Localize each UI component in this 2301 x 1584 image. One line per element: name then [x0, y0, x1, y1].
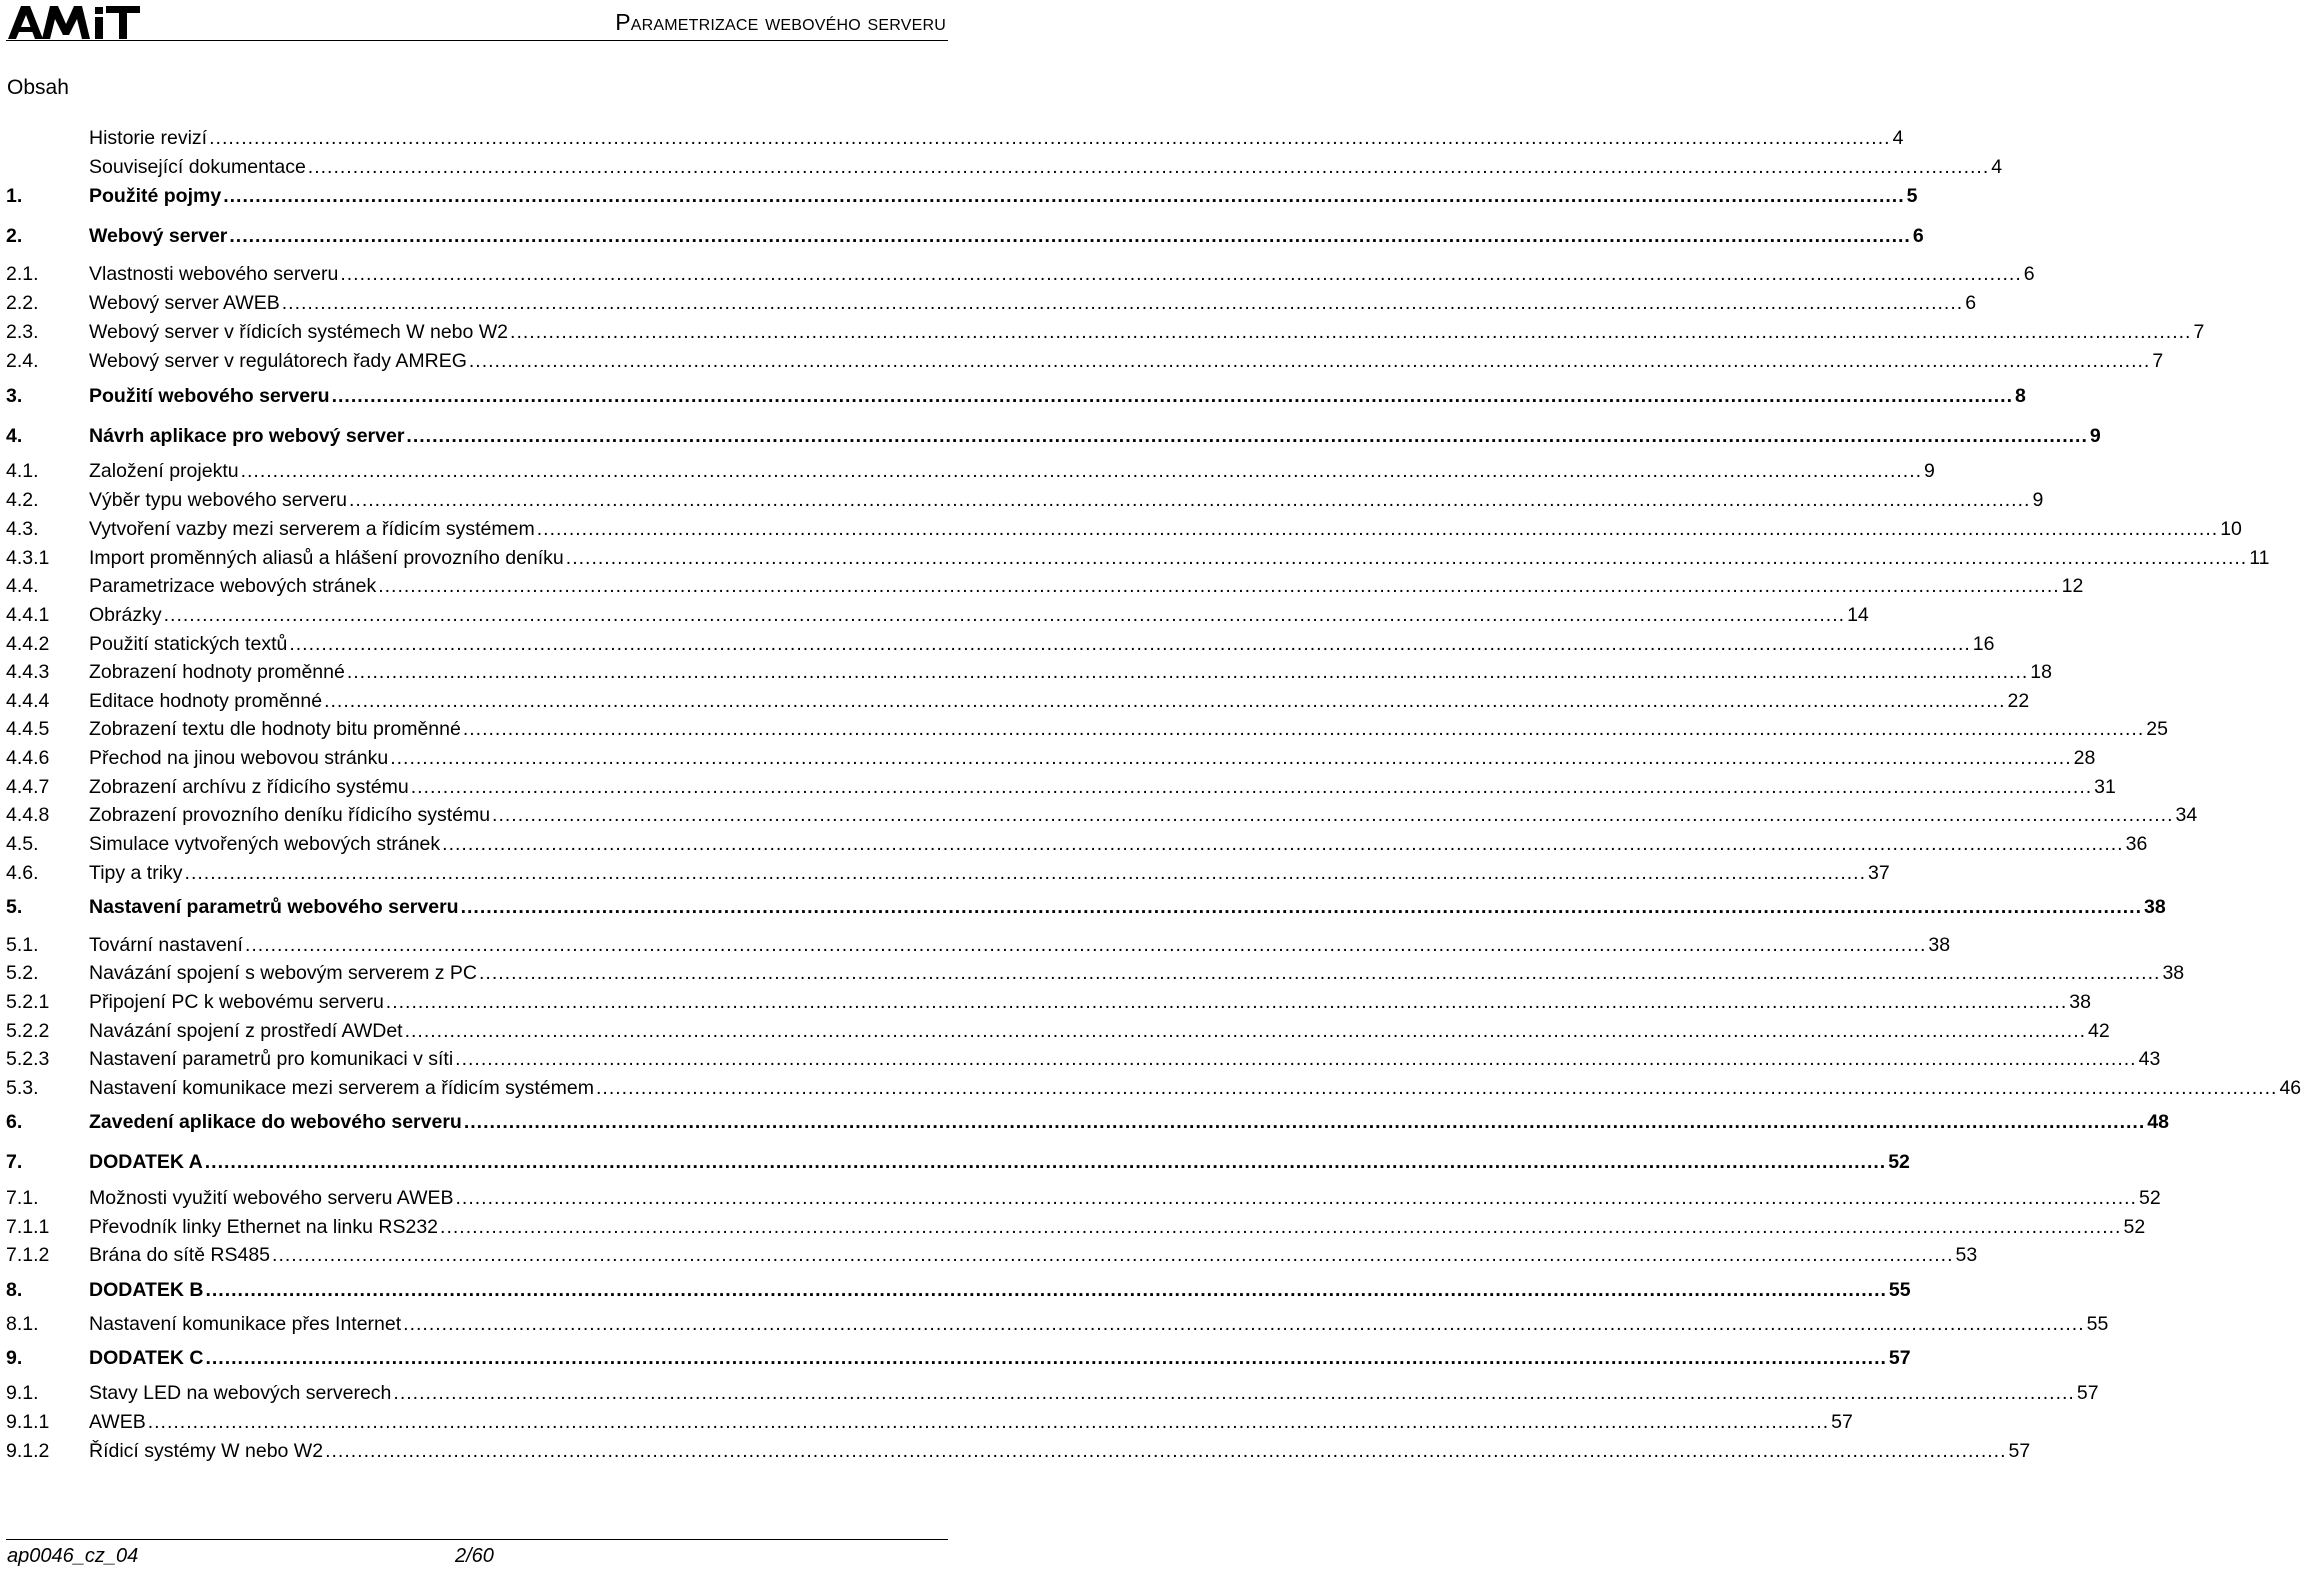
toc-entry-title: Použité pojmy — [89, 185, 222, 207]
toc-entry-title: Historie revizí — [89, 127, 208, 149]
toc-entry[interactable] — [6, 318, 2205, 346]
toc-entry-title: Převodník linky Ethernet na linku RS232 — [89, 1216, 439, 1238]
toc-dot-leader — [440, 1213, 2121, 1241]
toc-entry[interactable] — [6, 1408, 1853, 1436]
toc-entry[interactable] — [6, 260, 2035, 288]
toc-entry-page: 43 — [2138, 1048, 2161, 1070]
toc-entry-number: 8.1. — [6, 1313, 39, 1335]
toc-entry-number: 5.2. — [6, 962, 39, 984]
toc-entry-page: 38 — [2069, 991, 2091, 1013]
toc-entry[interactable] — [6, 630, 1995, 658]
toc-entry-title: Výběr typu webového serveru — [89, 489, 347, 511]
toc-entry-title: Webový server — [89, 225, 228, 247]
toc-dot-leader — [596, 1074, 2277, 1102]
toc-dot-leader — [455, 1045, 2136, 1073]
toc-entry-title: Nastavení komunikace přes Internet — [89, 1313, 402, 1335]
toc-entry-title: DODATEK C — [89, 1347, 204, 1369]
toc-dot-leader — [209, 124, 1890, 152]
toc-entry[interactable] — [6, 1310, 2109, 1338]
toc-entry-page: 38 — [2144, 896, 2166, 918]
toc-entry[interactable] — [6, 988, 2091, 1016]
toc-dot-leader — [332, 382, 2013, 410]
toc-entry[interactable] — [6, 572, 2084, 600]
toc-entry-title: Zavedení aplikace do webového serveru — [89, 1111, 462, 1133]
toc-entry[interactable] — [6, 515, 2242, 543]
toc-entry[interactable] — [6, 153, 2003, 181]
toc-dot-leader — [272, 1241, 1953, 1269]
toc-entry[interactable] — [6, 182, 1918, 210]
header-divider — [6, 40, 948, 41]
toc-entry-number: 9.1. — [6, 1382, 39, 1404]
toc-entry-number: 4.4.1 — [6, 604, 50, 626]
toc-entry-title: DODATEK B — [89, 1279, 204, 1301]
toc-entry-page: 48 — [2147, 1111, 2169, 1133]
toc-entry-title: Zobrazení provozního deníku řídicího systému — [89, 804, 491, 826]
toc-entry-title: AWEB — [89, 1411, 146, 1433]
toc-entry-page: 11 — [2249, 547, 2270, 569]
toc-entry[interactable] — [6, 1045, 2161, 1073]
toc-entry[interactable] — [6, 382, 2026, 410]
toc-entry-number: 9. — [6, 1347, 23, 1369]
toc-dot-leader — [406, 422, 2087, 450]
toc-entry-page: 8 — [2015, 385, 2026, 407]
toc-entry-number: 5.3. — [6, 1077, 39, 1099]
toc-entry-page: 6 — [2023, 263, 2035, 285]
toc-entry[interactable] — [6, 959, 2185, 987]
toc-entry-title: Tipy a triky — [89, 862, 183, 884]
toc-heading: Obsah — [7, 76, 69, 99]
page-header — [0, 0, 960, 44]
amit-logo — [6, 4, 142, 40]
toc-dot-leader — [461, 893, 2142, 921]
toc-entry-number: 4.5. — [6, 833, 39, 855]
toc-dot-leader — [164, 601, 1845, 629]
toc-entry-page: 52 — [2138, 1187, 2161, 1209]
toc-entry-number: 6. — [6, 1111, 23, 1133]
toc-dot-leader — [205, 1276, 1886, 1304]
toc-entry-title: Založení projektu — [89, 460, 239, 482]
toc-entry-title: DODATEK A — [89, 1151, 203, 1173]
toc-entry-number: 1. — [6, 185, 23, 207]
toc-entry-page: 38 — [2162, 962, 2185, 984]
toc-entry-number: 7.1. — [6, 1187, 39, 1209]
document-title: Parametrizace webového serveru — [615, 9, 946, 35]
toc-entry-number: 4.3.1 — [6, 547, 50, 569]
toc-entry-page: 38 — [1928, 934, 1951, 956]
toc-entry-number: 2.4. — [6, 350, 39, 372]
toc-entry-page: 7 — [2152, 350, 2164, 372]
toc-entry[interactable] — [6, 893, 2166, 921]
toc-dot-leader — [347, 658, 2028, 686]
toc-entry[interactable] — [6, 347, 2164, 375]
toc-entry-page: 34 — [2175, 804, 2198, 826]
toc-entry-page: 7 — [2193, 321, 2205, 343]
toc-entry-title: Editace hodnoty proměnné — [89, 690, 323, 712]
toc-entry[interactable] — [6, 1241, 1978, 1269]
toc-entry-title: Tovární nastavení — [89, 934, 243, 956]
toc-entry-title: Řídicí systémy W nebo W2 — [89, 1440, 324, 1462]
toc-entry[interactable] — [6, 773, 2116, 801]
toc-entry-title: Zobrazení hodnoty proměnné — [89, 661, 345, 683]
toc-entry[interactable] — [6, 1017, 2110, 1045]
toc-entry-number: 4.6. — [6, 862, 39, 884]
toc-entry-number: 4.4.3 — [6, 661, 50, 683]
toc-entry-number: 2.3. — [6, 321, 39, 343]
toc-entry-title: Zobrazení textu dle hodnoty bitu proměnné — [89, 718, 461, 740]
toc-entry-number: 9.1.1 — [6, 1411, 50, 1433]
toc-entry[interactable] — [6, 801, 2198, 829]
toc-dot-leader — [148, 1408, 1829, 1436]
toc-dot-leader — [349, 486, 2030, 514]
toc-entry-page: 12 — [2061, 575, 2084, 597]
toc-entry-page: 6 — [1965, 292, 1977, 314]
toc-entry-page: 46 — [2279, 1077, 2301, 1099]
toc-entry-number: 5.2.3 — [6, 1048, 50, 1070]
toc-entry-title: Obrázky — [89, 604, 162, 626]
toc-entry-page: 36 — [2125, 833, 2148, 855]
toc-dot-leader — [464, 1108, 2145, 1136]
toc-entry[interactable] — [6, 715, 2168, 743]
toc-entry[interactable] — [6, 1184, 2161, 1212]
toc-entry-page: 31 — [2094, 776, 2116, 798]
toc-entry-number: 4.4. — [6, 575, 39, 597]
toc-dot-leader — [282, 289, 1963, 317]
toc-entry[interactable] — [6, 1074, 2301, 1102]
toc-entry-number: 4.4.6 — [6, 747, 50, 769]
toc-dot-leader — [289, 630, 1970, 658]
toc-entry-page: 25 — [2146, 718, 2168, 740]
toc-dot-leader — [223, 182, 1904, 210]
toc-entry-title: Navázání spojení z prostředí AWDet — [89, 1020, 403, 1042]
toc-dot-leader — [241, 457, 1922, 485]
toc-entry-number: 3. — [6, 385, 23, 407]
toc-dot-leader — [393, 1379, 2074, 1407]
toc-entry[interactable] — [6, 486, 2044, 514]
toc-entry-number: 2. — [6, 225, 23, 247]
toc-dot-leader — [229, 222, 1910, 250]
toc-entry-page: 9 — [2032, 489, 2044, 511]
toc-entry[interactable] — [6, 1379, 2099, 1407]
toc-entry-number: 8. — [6, 1279, 23, 1301]
toc-entry-page: 18 — [2030, 661, 2052, 683]
toc-entry-number: 5.2.1 — [6, 991, 50, 1013]
toc-entry-title: Návrh aplikace pro webový server — [89, 425, 405, 447]
toc-entry-page: 55 — [2086, 1313, 2109, 1335]
toc-dot-leader — [245, 931, 1926, 959]
toc-entry-title: Použití statických textů — [89, 633, 288, 655]
amit-logo-graphic — [6, 4, 142, 40]
toc-entry-page: 4 — [1892, 127, 1904, 149]
toc-entry-page: 22 — [2007, 690, 2030, 712]
toc-dot-leader — [185, 859, 1866, 887]
toc-entry-title: Webový server AWEB — [89, 292, 280, 314]
toc-entry-page: 57 — [2076, 1382, 2099, 1404]
toc-entry[interactable] — [6, 1108, 2169, 1136]
toc-entry-title: Simulace vytvořených webových stránek — [89, 833, 441, 855]
toc-dot-leader — [205, 1344, 1886, 1372]
toc-entry-title: Nastavení parametrů webového serveru — [89, 896, 459, 918]
toc-dot-leader — [403, 1310, 2084, 1338]
toc-dot-leader — [308, 153, 1989, 181]
toc-entry-page: 16 — [1972, 633, 1995, 655]
toc-entry[interactable] — [6, 830, 2148, 858]
toc-entry-page: 4 — [1991, 156, 2003, 178]
toc-entry-number: 2.2. — [6, 292, 39, 314]
toc-dot-leader — [537, 515, 2218, 543]
toc-entry[interactable] — [6, 1148, 1910, 1176]
toc-entry[interactable] — [6, 124, 1904, 152]
toc-entry-number: 5. — [6, 896, 23, 918]
toc-entry-page: 57 — [1888, 1347, 1911, 1369]
toc-dot-leader — [386, 988, 2067, 1016]
toc-dot-leader — [378, 572, 2059, 600]
toc-entry[interactable] — [6, 222, 1924, 250]
toc-entry-number: 4.2. — [6, 489, 39, 511]
toc-entry-page: 6 — [1912, 225, 1924, 247]
toc-entry-page: 52 — [1888, 1151, 1910, 1173]
footer-divider — [6, 1539, 948, 1540]
toc-entry[interactable] — [6, 601, 1869, 629]
toc-dot-leader — [411, 773, 2092, 801]
toc-dot-leader — [456, 1184, 2137, 1212]
toc-entry-number: 5.2.2 — [6, 1020, 50, 1042]
toc-dot-leader — [510, 318, 2191, 346]
toc-entry[interactable] — [6, 544, 2270, 572]
toc-entry-number: 4.1. — [6, 460, 39, 482]
toc-dot-leader — [324, 687, 2005, 715]
toc-dot-leader — [463, 715, 2144, 743]
toc-entry-title: Vlastnosti webového serveru — [89, 263, 339, 285]
toc-entry-page: 52 — [2123, 1216, 2146, 1238]
toc-entry-title: Nastavení parametrů pro komunikaci v síti — [89, 1048, 454, 1070]
toc-entry[interactable] — [6, 457, 1935, 485]
toc-dot-leader — [405, 1017, 2086, 1045]
toc-dot-leader — [566, 544, 2247, 572]
toc-entry[interactable] — [6, 1276, 1911, 1304]
toc-entry-page: 55 — [1888, 1279, 1911, 1301]
toc-entry-page: 9 — [2089, 425, 2101, 447]
toc-entry-number: 4. — [6, 425, 23, 447]
toc-entry-title: Související dokumentace — [89, 156, 306, 178]
toc-entry-title: Import proměnných aliasů a hlášení provozního deníku — [89, 547, 564, 569]
toc-dot-leader — [340, 260, 2021, 288]
toc-entry-title: Připojení PC k webovému serveru — [89, 991, 384, 1013]
toc-entry-page: 37 — [1868, 862, 1890, 884]
toc-entry-number: 4.4.7 — [6, 776, 50, 798]
toc-entry[interactable] — [6, 931, 1951, 959]
toc-entry-number: 5.1. — [6, 934, 39, 956]
toc-entry-title: Vytvoření vazby mezi serverem a řídicím systémem — [89, 518, 535, 540]
toc-entry-page: 28 — [2073, 747, 2096, 769]
toc-entry[interactable] — [6, 744, 2096, 772]
toc-entry-page: 57 — [1831, 1411, 1853, 1433]
toc-entry-title: Použití webového serveru — [89, 385, 330, 407]
footer-document-code: ap0046_cz_04 — [7, 1545, 139, 1567]
toc-dot-leader — [442, 830, 2123, 858]
toc-entry-title: Webový server v řídicích systémech W nebo W2 — [89, 321, 509, 343]
toc-entry-title: Přechod na jinou webovou stránku — [89, 747, 389, 769]
toc-dot-leader — [479, 959, 2160, 987]
toc-dot-leader — [205, 1148, 1886, 1176]
toc-entry-page: 57 — [2008, 1440, 2031, 1462]
toc-entry[interactable] — [6, 859, 1890, 887]
toc-entry-title: Zobrazení archívu z řídicího systému — [89, 776, 409, 798]
toc-dot-leader — [325, 1437, 2006, 1465]
toc-entry-title: Brána do sítě RS485 — [89, 1244, 271, 1266]
toc-entry-title: Webový server v regulátorech řady AMREG — [89, 350, 467, 372]
toc-entry-number: 2.1. — [6, 263, 39, 285]
toc-entry-title: Navázání spojení s webovým serverem z PC — [89, 962, 477, 984]
toc-entry-number: 4.4.4 — [6, 690, 50, 712]
toc-dot-leader — [469, 347, 2150, 375]
toc-entry-number: 9.1.2 — [6, 1440, 50, 1462]
toc-entry[interactable] — [6, 1213, 2146, 1241]
toc-entry[interactable] — [6, 289, 1977, 317]
footer-page-indicator: 2/60 — [455, 1545, 494, 1567]
toc-entry-title: Stavy LED na webových serverech — [89, 1382, 392, 1404]
toc-entry-number: 4.3. — [6, 518, 39, 540]
toc-entry-title: Nastavení komunikace mezi serverem a řídicím systémem — [89, 1077, 594, 1099]
toc-entry[interactable] — [6, 1437, 2031, 1465]
toc-entry-number: 4.4.2 — [6, 633, 50, 655]
toc-entry[interactable] — [6, 687, 2030, 715]
toc-entry-page: 42 — [2088, 1020, 2110, 1042]
toc-dot-leader — [492, 801, 2173, 829]
toc-entry-number: 7.1.1 — [6, 1216, 50, 1238]
toc-entry-page: 10 — [2220, 518, 2242, 540]
toc-entry-page: 14 — [1847, 604, 1869, 626]
toc-entry-title: Parametrizace webových stránek — [89, 575, 377, 597]
toc-entry-number: 4.4.5 — [6, 718, 50, 740]
toc-entry-number: 7.1.2 — [6, 1244, 50, 1266]
toc-entry[interactable] — [6, 658, 2052, 686]
toc-dot-leader — [390, 744, 2071, 772]
toc-entry-title: Možnosti využití webového serveru AWEB — [89, 1187, 454, 1209]
toc-entry-number: 7. — [6, 1151, 23, 1173]
toc-entry-page: 9 — [1924, 460, 1935, 482]
toc-entry-number: 4.4.8 — [6, 804, 50, 826]
toc-entry[interactable] — [6, 1344, 1911, 1372]
toc-entry-page: 53 — [1955, 1244, 1978, 1266]
toc-entry-page: 5 — [1906, 185, 1918, 207]
toc-entry[interactable] — [6, 422, 2101, 450]
